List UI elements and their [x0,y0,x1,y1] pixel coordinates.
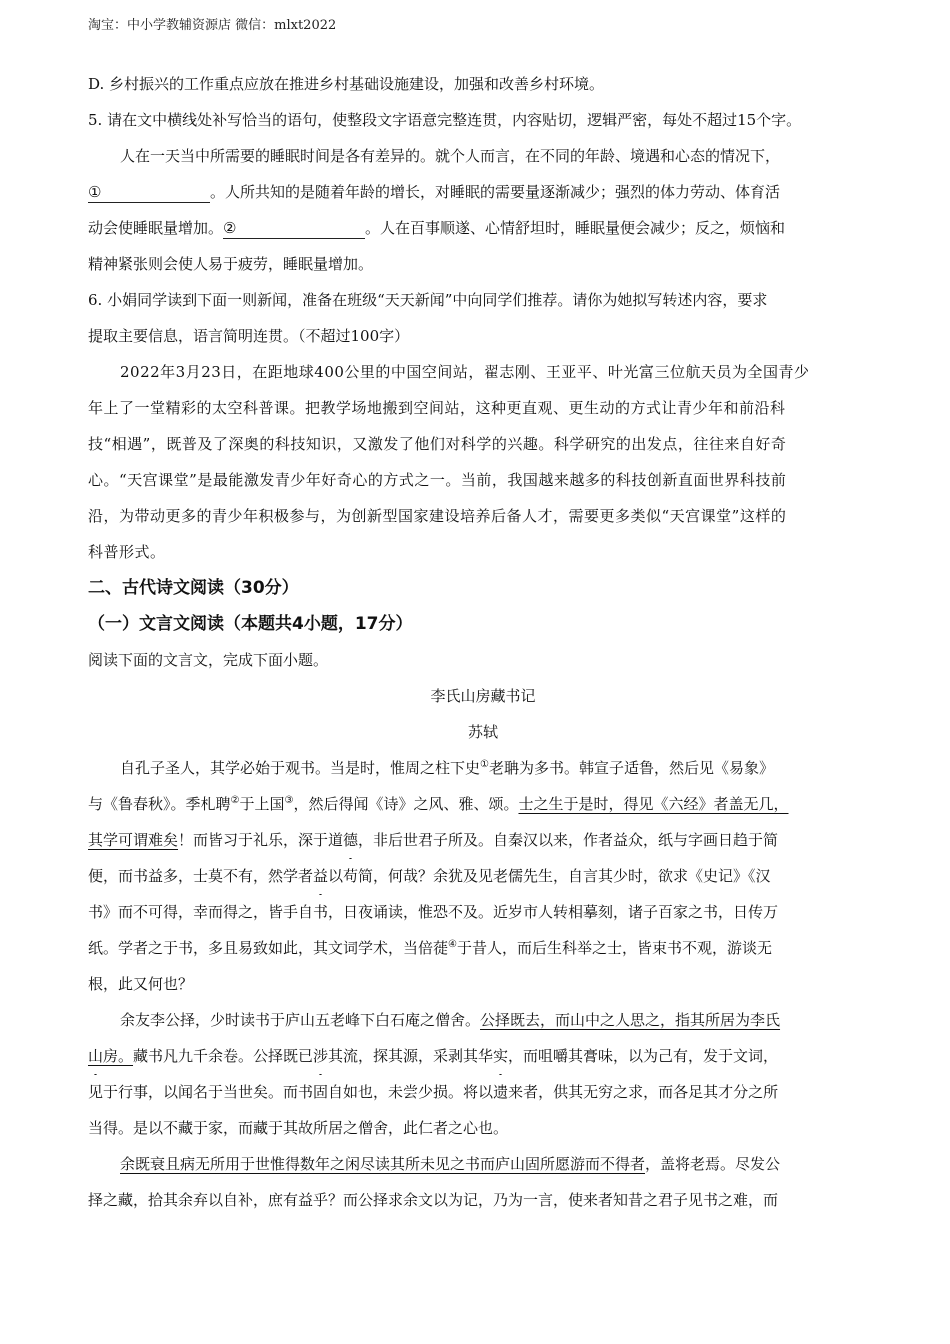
passage-text: 老聃为多书。韩宣子适鲁，然后见《易象》 [488,759,774,777]
footnote-marker: ③ [284,795,294,806]
passage-text: ！而皆习于礼乐，深于道德，非后世君子所及。自秦汉以来，作者益众，纸与字画日趋于简 [178,831,779,849]
passage-line [88,1074,878,1110]
news-line: 心。“天宫课堂”是最能激发青少年好奇心的方式之一。当前，我国越来越多的科技创新直面世界科技前 [88,471,787,489]
footnote-marker: ④ [448,939,457,950]
underlined-sentence: 士之生于是时，得见《六经》者盖无几， [518,795,789,813]
passage-text: 简，何哉？余犹及见老儒先生，自言其少时，欲求《史记》《汉 [358,867,771,885]
passage-text: 余友李公择，少时读书于庐山五老峰下白石庵之僧舍。 [120,1011,481,1029]
footnote-marker: ② [230,795,240,806]
dotted-character: 见 [88,1074,103,1110]
passage-text: 便，而书益多，士莫不有，然学者益以 [88,867,344,885]
news-line: 2022年3月23日，在距地球400公里的中国空间站，翟志刚、王亚平、叶光富三位航天员为全国青少 [120,363,810,381]
underlined-sentence: 山房。 [88,1047,134,1065]
q5-paragraph-line [88,210,878,246]
question-5-prompt: 5. 请在文中横线处补写恰当的语句，使整段文字语意完整连贯，内容贴切，逻辑严密，每处不超过15个字。 [88,111,802,129]
news-line: 沿，为带动更多的青少年积极参与，为创新型国家建设培养后备人才，需要更多类似“天宫课堂”这样的 [88,507,787,525]
underlined-sentence: 其学可谓难矣 [88,831,179,849]
passage-line [88,858,878,894]
news-line: 科普形式。 [88,543,166,561]
passage-line [88,750,878,786]
dotted-character: 书 [313,894,328,930]
passage-line: 当得。是以不藏于家，而藏于其故所居之僧舍，此仁者之心也。 [88,1119,509,1137]
q5-paragraph-line: 精神紧张则会使人易于疲劳，睡眠量增加。 [88,255,374,273]
underlined-sentence: 公择既去，而山中之人思之，指其所居为李氏 [480,1011,781,1029]
blank-2[interactable]: ② [223,218,365,239]
passage-text: 于昔人，而后生科举之士，皆束书不观，游谈无 [456,939,772,957]
blank-1[interactable]: ① [88,182,210,203]
passage-title: 李氏山房藏书记 [430,687,536,705]
page-content [88,66,878,1218]
passage-text: 书》而不可得，幸而得之，皆手自 [88,903,314,921]
passage-text: 于行事，以闻名于当世矣。而书 [103,1083,314,1101]
passage-line [88,930,878,966]
passage-line [88,1002,878,1038]
q5-paragraph-line: 人在一天当中所需要的睡眠时间是各有差异的。就个人而言，在不同的年龄、境遇和心态的情况下， [120,147,781,165]
passage-line: 根，此又何也？ [88,975,194,993]
news-line: 年上了一堂精彩的太空科普课。把教学场地搬到空间站，这种更直观、更生动的方式让青少年和前沿科 [88,399,786,417]
q5-text: 。人在百事顺遂、心情舒坦时，睡眠量便会减少；反之，烦恼和 [365,219,786,237]
passage-line: 择之藏，拾其余弃以自补，庶有益乎？而公择求余文以为记，乃为一言，使来者知昔之君子见书之难，而 [88,1191,779,1209]
option-d: D. 乡村振兴的工作重点应放在推进乡村基础设施建设，加强和改善乡村环境。 [88,75,605,93]
dotted-character: 固 [313,1074,328,1110]
passage-text: 纸。学者之于书，多且易致如此，其文词学术，当倍蓰 [88,939,449,957]
passage-text: ，然后得闻《诗》之风、雅、颂。 [293,795,519,813]
subsection-heading: （一）文言文阅读（本题共4小题，17分） [88,614,413,634]
dotted-character: 遗 [493,1074,508,1110]
footnote-marker: ① [480,759,489,770]
section-heading: 二、古代诗文阅读（30分） [88,578,299,598]
news-line: 技“相遇”，既普及了深奥的科技知识，又激发了他们对科学的兴趣。科学研究的出发点，往往来自好奇 [88,435,787,453]
passage-line [88,1146,878,1182]
underlined-sentence: 余既衰且病无所用于世惟得数年之闲尽读其所未见之书而庐山固所愿游而不得者 [120,1155,646,1173]
passage-text: ，日夜诵读，惟恐不及。近岁市人转相摹刻，诸子百家之书，日传万 [328,903,779,921]
q5-text: 动会使睡眠量增加。 [88,219,224,237]
watermark-header: 淘宝：中小学教辅资源店 微信：mlxt2022 [88,18,337,33]
passage-line [88,822,878,858]
question-6-prompt: 提取主要信息，语言简明连贯。（不超过100字） [88,327,410,345]
q5-paragraph-line [88,174,878,210]
passage-text: 于上国 [239,795,285,813]
q5-text: 。人所共知的是随着年龄的增长，对睡眠的需要量逐渐减少；强烈的体力劳动、体育活 [210,183,781,201]
passage-text: ，盖将老焉。尽发公 [645,1155,781,1173]
question-6-prompt: 6. 小娟同学读到下面一则新闻，准备在班级“天天新闻”中向同学们推荐。请你为她拟写转述内容，要求 [88,291,768,309]
instruction: 阅读下面的文言文，完成下面小题。 [88,651,329,669]
passage-text: 来者，供其无穷之求，而各足其才分之所 [508,1083,779,1101]
passage-text: 自如也，未尝少损。将以 [328,1083,494,1101]
passage-author: 苏轼 [467,723,498,741]
dotted-character: 苟 [343,858,358,894]
passage-text: 与《鲁春秋》。季札聘 [88,795,231,813]
passage-text: 藏书凡九千余卷。公择既已涉其流，探其源，采剥其华实，而咀嚼其膏味，以为己有，发于文词， [133,1047,779,1065]
passage-line [88,786,878,822]
passage-line [88,1038,878,1074]
passage-text: 自孔子圣人，其学必始于观书。当是时，惟周之柱下史 [120,759,481,777]
passage-line [88,894,878,930]
